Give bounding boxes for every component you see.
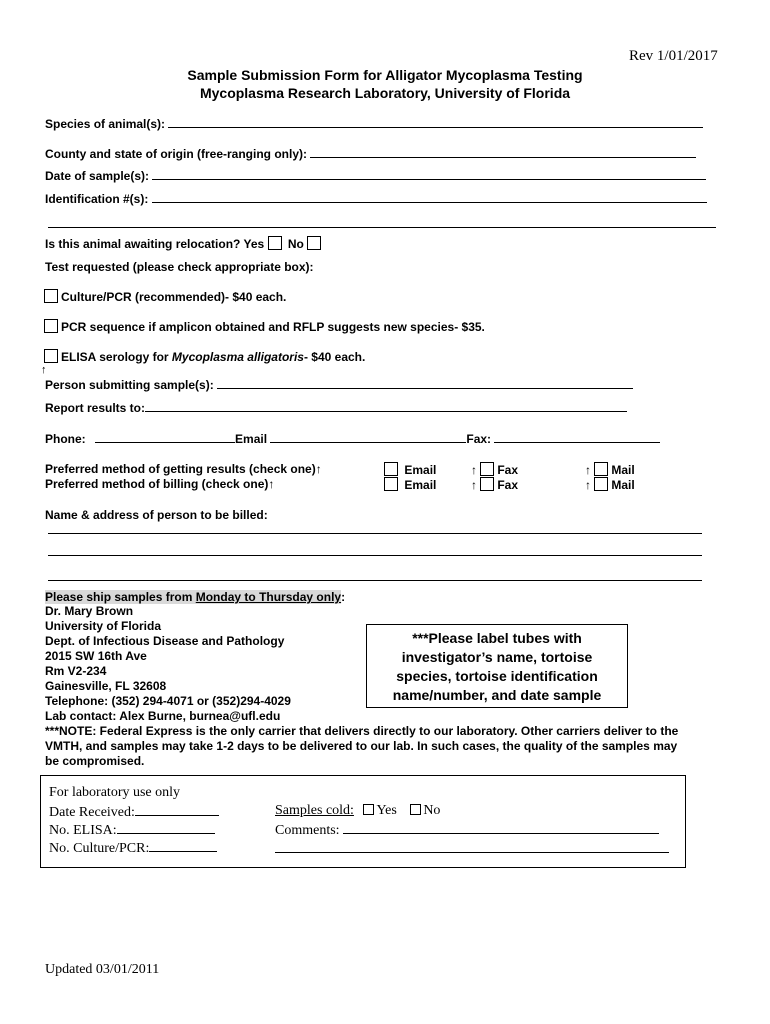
relocation-question [45, 236, 324, 251]
note-line-3: be compromised. [45, 754, 145, 768]
arrow-icon: ↑ [268, 477, 275, 491]
callout-line-3: species, tortoise identification [396, 668, 598, 684]
billing-fax-label: Fax [497, 478, 519, 492]
relocation-no-checkbox[interactable] [307, 236, 321, 250]
species-line[interactable] [168, 117, 703, 128]
arrow-icon: ↑ [585, 463, 591, 477]
callout-line-4: name/number, and date sample [392, 687, 602, 703]
footer-updated: Updated 03/01/2011 [45, 962, 160, 977]
test-elisa-price: - $40 each. [303, 350, 366, 364]
contact-telephone: Telephone: (352) 294-4071 or (352)294-4029 [45, 694, 291, 708]
contact-department: Dept. of Infectious Disease and Pathology [45, 634, 285, 648]
results-mail-checkbox[interactable] [594, 462, 608, 476]
phone-email-fax-row[interactable] [45, 432, 660, 446]
arrow-icon: ↑ [315, 462, 322, 476]
report-label: Report results to: [45, 401, 146, 415]
note-line-2: VMTH, and samples may take 1-2 days to be delivered to our lab. In such cases, the quality of the samples may [45, 739, 678, 753]
identification-extra-line[interactable] [48, 227, 716, 228]
samples-cold-yes-label: Yes [376, 803, 397, 818]
relocation-yes-label: Yes [243, 237, 265, 251]
date-field[interactable] [45, 169, 706, 183]
county-label: County and state of origin (free-ranging only): [45, 147, 307, 161]
form-title: Sample Submission Form for Alligator Mycoplasma Testing [187, 67, 583, 83]
billing-mail-label: Mail [611, 478, 635, 492]
contact-name: Dr. Mary Brown [45, 604, 134, 618]
fax-label: Fax: [466, 432, 492, 446]
billing-email-option[interactable] [384, 477, 436, 492]
labeling-callout [366, 624, 628, 708]
billing-line-3[interactable] [48, 580, 702, 581]
billing-line-1[interactable] [48, 533, 702, 534]
email-line[interactable] [270, 432, 466, 443]
no-elisa-label: No. ELISA: [49, 823, 117, 838]
results-email-checkbox[interactable] [384, 462, 398, 476]
comments-field[interactable] [275, 821, 659, 839]
billing-fax-checkbox[interactable] [480, 477, 494, 491]
billing-email-label: Email [404, 478, 437, 492]
arrow-icon: ↑ [471, 478, 477, 492]
identification-line[interactable] [152, 192, 707, 203]
results-method-label [45, 462, 322, 476]
samples-cold-no-label: No [423, 803, 441, 818]
county-field[interactable] [45, 147, 696, 161]
billing-email-checkbox[interactable] [384, 477, 398, 491]
date-line[interactable] [152, 169, 706, 180]
test-requested-label: Test requested (please check appropriate box): [45, 260, 314, 274]
lab-contact: Lab contact: Alex Burne, burnea@ufl.edu [45, 709, 281, 723]
results-method-text: Preferred method of getting results (check one) [45, 462, 316, 476]
samples-cold-yes-checkbox[interactable] [363, 804, 374, 815]
samples-cold-no-checkbox[interactable] [410, 804, 421, 815]
test-culture-checkbox[interactable] [44, 289, 58, 303]
comments-label: Comments: [275, 823, 340, 838]
callout-line-1: ***Please label tubes with [412, 630, 582, 646]
billing-method-label [45, 477, 274, 491]
no-culture-line[interactable] [149, 839, 217, 852]
shipping-days: Monday to Thursday only [195, 590, 342, 604]
billing-fax-option[interactable] [471, 477, 518, 492]
anchor-arrow-icon: ↑ [41, 364, 47, 376]
test-elisa-label: ELISA serology for [61, 350, 172, 364]
billing-method-text: Preferred method of billing (check one) [45, 477, 269, 491]
report-line[interactable] [145, 401, 627, 412]
phone-label: Phone: [45, 432, 86, 446]
species-label: Species of animal(s): [45, 117, 166, 131]
billing-mail-checkbox[interactable] [594, 477, 608, 491]
phone-line[interactable] [95, 432, 235, 443]
results-email-option[interactable] [384, 462, 436, 477]
date-received-label: Date Received: [49, 805, 135, 820]
report-field[interactable] [45, 401, 627, 415]
no-culture-label: No. Culture/PCR: [49, 841, 150, 856]
county-line[interactable] [310, 147, 696, 158]
shipping-instruction-text: Please ship samples from [45, 590, 196, 604]
test-culture-option[interactable] [44, 289, 286, 304]
relocation-yes-checkbox[interactable] [268, 236, 282, 250]
billing-address-label: Name & address of person to be billed: [45, 508, 268, 522]
no-elisa-line[interactable] [117, 821, 215, 834]
results-email-label: Email [404, 463, 437, 477]
billing-mail-option[interactable] [585, 477, 635, 492]
callout-line-2: investigator’s name, tortoise [401, 649, 593, 665]
test-pcr-option[interactable] [44, 319, 485, 334]
fax-line[interactable] [494, 432, 660, 443]
test-pcr-label: PCR sequence if amplicon obtained and RFLP suggests new species- $35. [61, 320, 485, 334]
relocation-no-label: No [287, 237, 304, 251]
contact-street: 2015 SW 16th Ave [45, 649, 147, 663]
contact-university: University of Florida [45, 619, 162, 633]
lab-use-title: For laboratory use only [49, 785, 181, 800]
shipping-colon: : [341, 590, 346, 604]
results-mail-option[interactable] [585, 462, 635, 477]
test-culture-label: Culture/PCR (recommended)- $40 each. [61, 290, 287, 304]
revision-label: Rev 1/01/2017 [629, 48, 718, 64]
no-elisa-field[interactable] [49, 821, 215, 839]
date-label: Date of sample(s): [45, 169, 150, 183]
results-fax-checkbox[interactable] [480, 462, 494, 476]
date-received-line[interactable] [135, 803, 219, 816]
test-elisa-species: Mycoplasma alligatoris [171, 350, 304, 364]
results-fax-option[interactable] [471, 462, 518, 477]
shipping-instruction [45, 590, 345, 604]
results-mail-label: Mail [611, 463, 635, 477]
arrow-icon: ↑ [471, 463, 477, 477]
person-label: Person submitting sample(s): [45, 378, 214, 392]
lab-title: Mycoplasma Research Laboratory, University of Florida [199, 85, 571, 101]
comments-line[interactable] [343, 821, 659, 834]
contact-city: Gainesville, FL 32608 [45, 679, 167, 693]
test-pcr-checkbox[interactable] [44, 319, 58, 333]
person-line[interactable] [217, 378, 633, 389]
samples-cold-field [275, 803, 440, 819]
no-culture-field[interactable] [49, 839, 217, 857]
test-elisa-checkbox[interactable] [44, 349, 58, 363]
samples-cold-label: Samples cold: [275, 803, 354, 818]
note-line-1: ***NOTE: Federal Express is the only carrier that delivers directly to our laboratory. Other carriers deliver to the [45, 724, 679, 738]
date-received-field[interactable] [49, 803, 219, 821]
results-fax-label: Fax [497, 463, 519, 477]
identification-label: Identification #(s): [45, 192, 149, 206]
relocation-label: Is this animal awaiting relocation? [45, 237, 241, 251]
species-field[interactable] [45, 117, 703, 131]
email-label: Email [235, 432, 268, 446]
test-elisa-option[interactable] [44, 349, 365, 364]
billing-line-2[interactable] [48, 555, 702, 556]
arrow-icon: ↑ [585, 478, 591, 492]
contact-room: Rm V2-234 [45, 664, 107, 678]
identification-field[interactable] [45, 192, 707, 206]
person-field[interactable] [45, 378, 633, 392]
comments-line-2[interactable] [275, 852, 669, 853]
